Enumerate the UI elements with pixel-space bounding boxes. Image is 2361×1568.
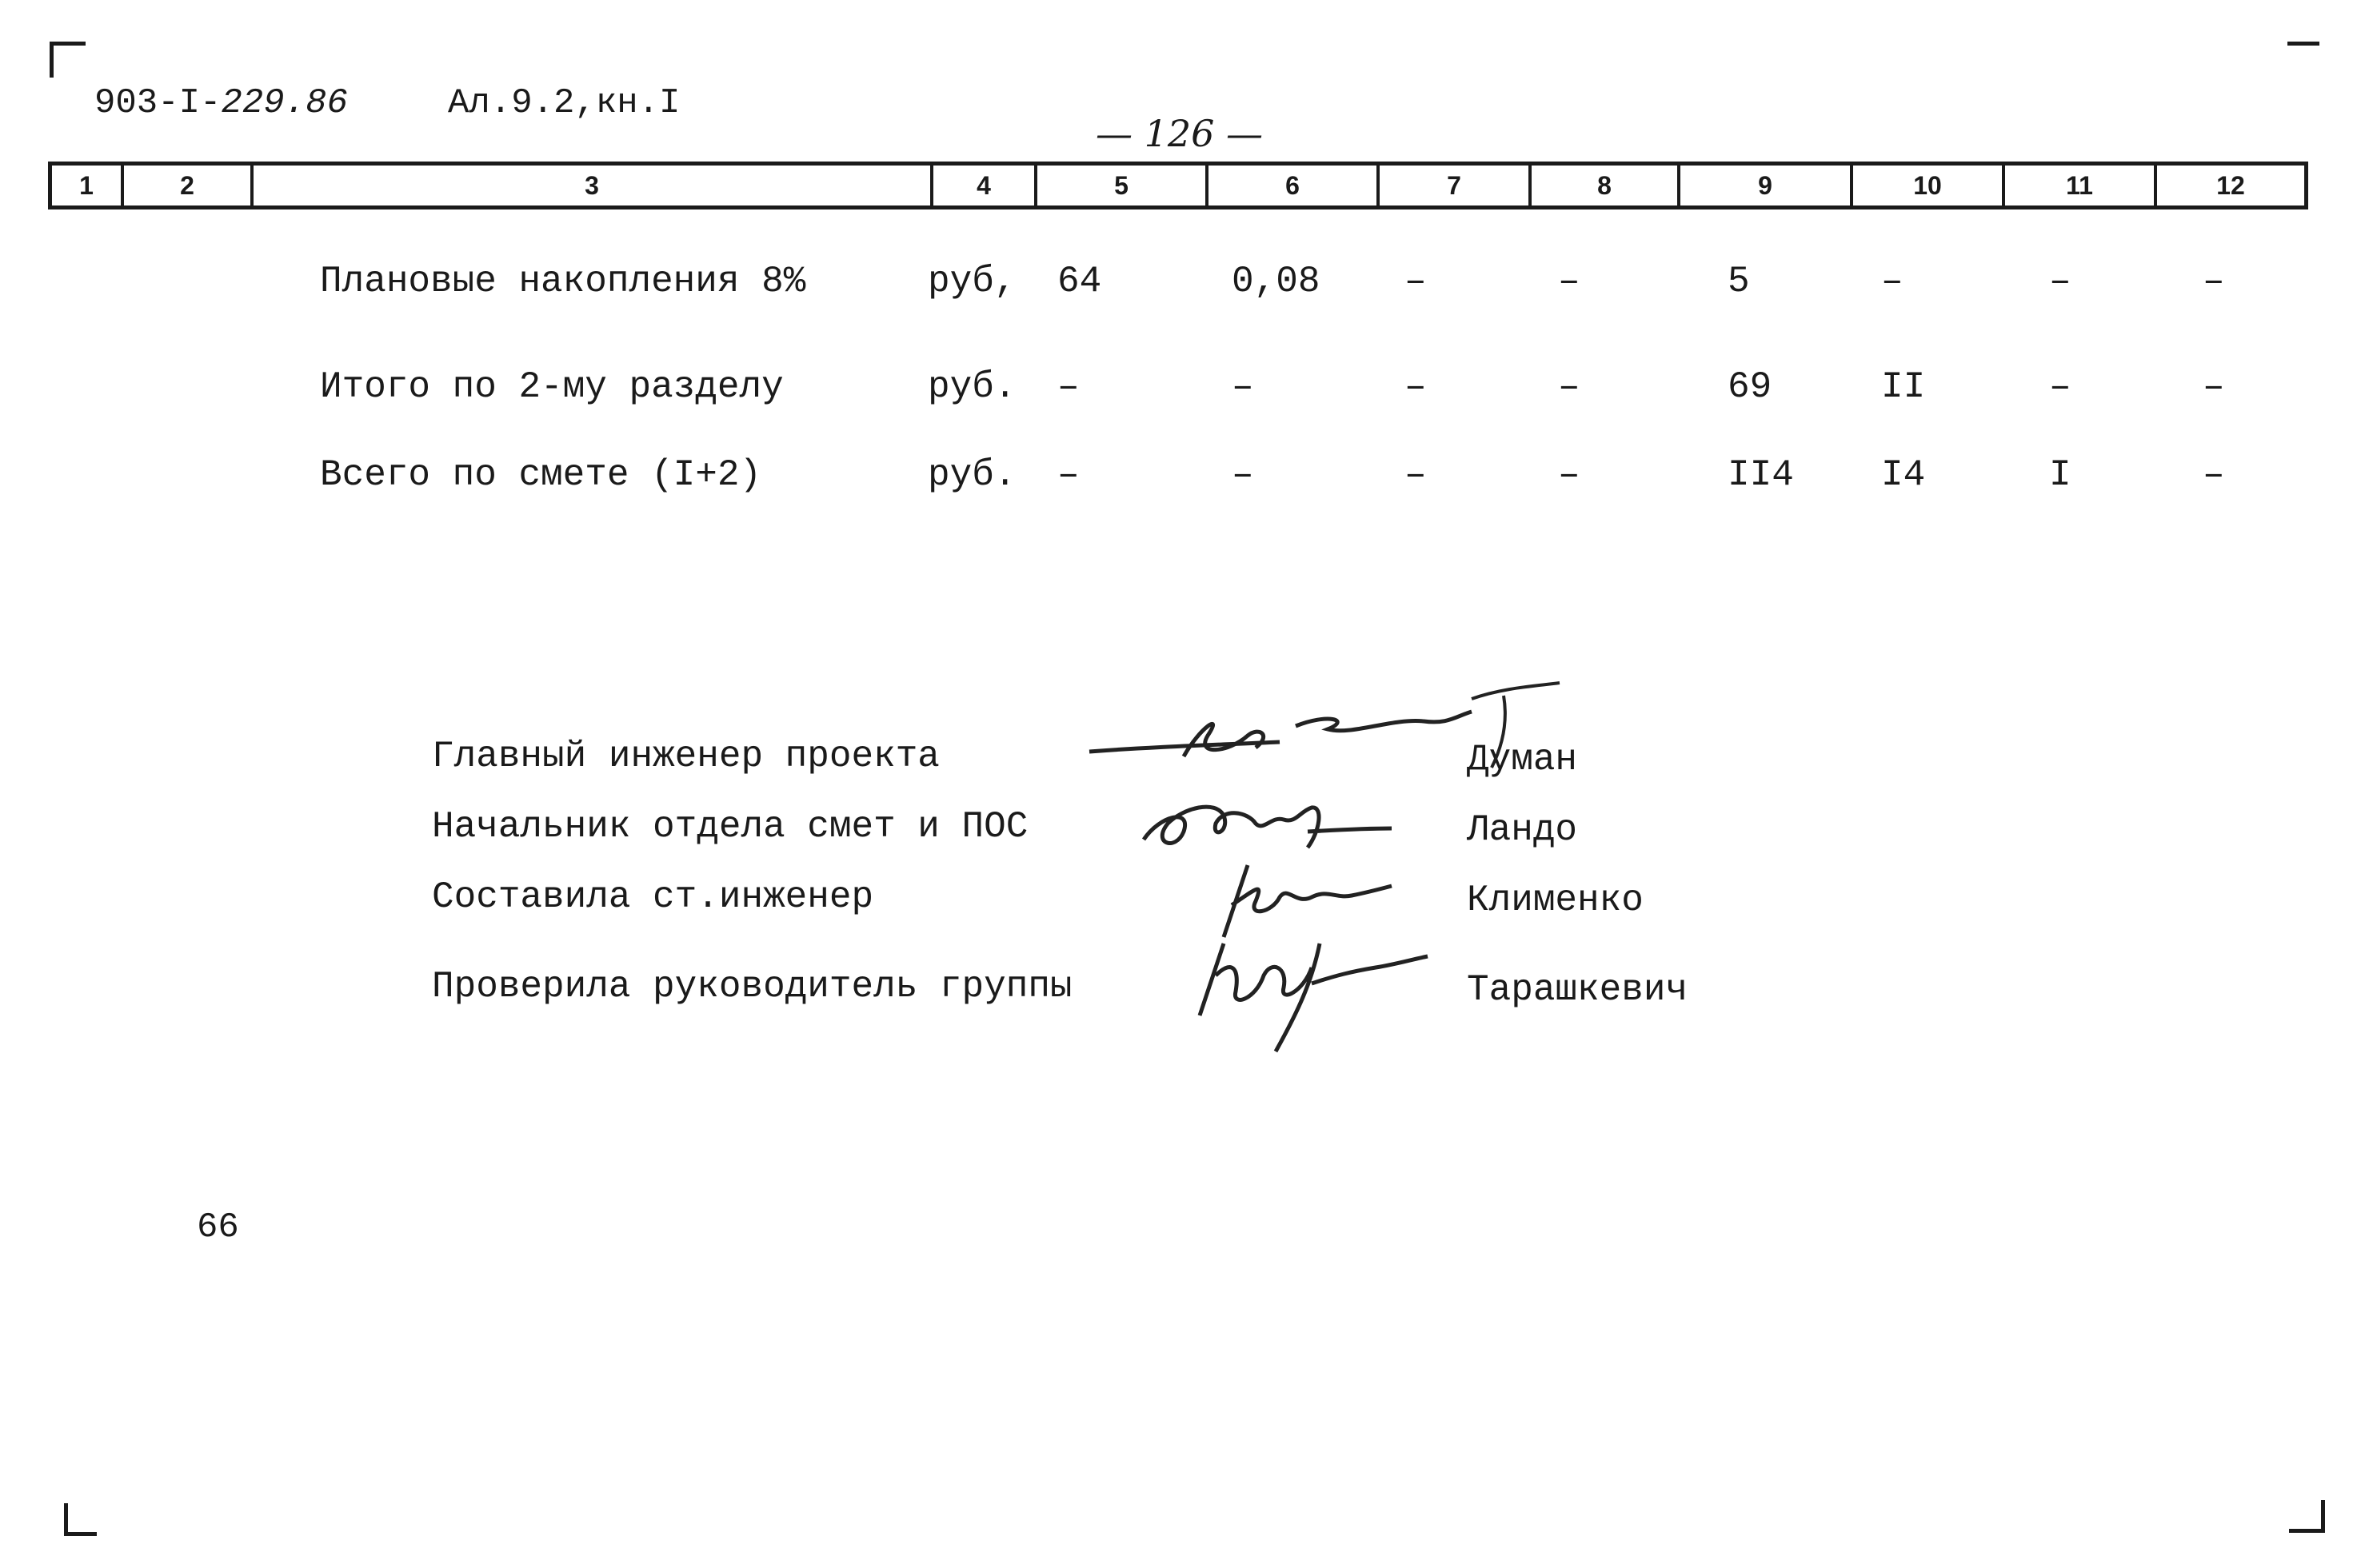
cell-col-6: – (1232, 454, 1254, 496)
row-unit: руб, (928, 261, 1017, 302)
cell-col-8: – (1558, 366, 1580, 408)
signature-name: Тарашкевич (1467, 969, 1688, 1011)
column-header-8: 8 (1528, 166, 1677, 205)
corner-mark-top-left (50, 42, 86, 78)
cell-col-9: 5 (1728, 261, 1750, 302)
cell-col-10: I4 (1881, 454, 1926, 496)
cell-col-9: 69 (1728, 366, 1772, 408)
cell-col-9: II4 (1728, 454, 1794, 496)
corner-mark-bottom-left (64, 1503, 97, 1536)
album-reference: Ал.9.2,кн.I (448, 83, 681, 123)
column-header-1: 1 (79, 170, 94, 200)
row-label: Итого по 2-му разделу (320, 366, 784, 408)
cell-col-6: 0,08 (1232, 261, 1320, 302)
column-header-5: 5 (1034, 166, 1205, 205)
document-code-prefix: 903-I- (94, 83, 222, 123)
column-header-10: 10 (1850, 166, 2002, 205)
column-header-11: 11 (2002, 166, 2154, 205)
cell-col-7: – (1404, 261, 1427, 302)
cell-col-5: – (1057, 454, 1080, 496)
cell-col-8: – (1558, 454, 1580, 496)
corner-mark-top-right (2287, 42, 2319, 70)
row-label: Всего по смете (I+2) (320, 454, 762, 496)
sheet-mark: 66 (197, 1207, 239, 1247)
signature-role: Начальник отдела смет и ПОС (432, 806, 1029, 848)
handwritten-signature-1 (1088, 680, 1568, 784)
cell-col-5: – (1057, 366, 1080, 408)
signature-role: Проверила руководитель группы (432, 966, 1073, 1007)
cell-col-12: – (2203, 454, 2225, 496)
column-header-12: 12 (2154, 166, 2304, 205)
cell-col-12: – (2203, 261, 2225, 302)
cell-col-7: – (1404, 454, 1427, 496)
page-number: — 126 — (1096, 112, 1264, 155)
column-header-2: 2 (121, 166, 250, 205)
document-code (94, 83, 348, 123)
handwritten-signature-4 (1192, 936, 1432, 1055)
column-number-bar (48, 162, 2308, 209)
signature-name: Ландо (1467, 809, 1578, 851)
cell-col-11: – (2049, 261, 2071, 302)
column-header-7: 7 (1376, 166, 1528, 205)
column-header-4: 4 (930, 166, 1034, 205)
cell-col-6: – (1232, 366, 1254, 408)
column-header-3: 3 (250, 166, 930, 205)
cell-col-11: – (2049, 366, 2071, 408)
document-code-suffix: 229.86 (221, 83, 348, 123)
cell-col-7: – (1404, 366, 1427, 408)
corner-mark-bottom-right (2289, 1500, 2325, 1533)
signature-role: Составила ст.инженер (432, 876, 874, 918)
handwritten-signature-2 (1136, 784, 1400, 864)
signature-role: Главный инженер проекта (432, 736, 940, 777)
column-header-9: 9 (1677, 166, 1850, 205)
row-unit: руб. (928, 366, 1017, 408)
cell-col-11: I (2049, 454, 2071, 496)
cell-col-5: 64 (1057, 261, 1102, 302)
handwritten-signature-3 (1200, 857, 1400, 945)
cell-col-10: – (1881, 261, 1904, 302)
signature-name: Думан (1467, 739, 1578, 780)
cell-col-10: II (1881, 366, 1926, 408)
signature-name: Клименко (1467, 880, 1644, 921)
column-header-6: 6 (1205, 166, 1376, 205)
row-unit: руб. (928, 454, 1017, 496)
row-label: Плановые накопления 8% (320, 261, 806, 302)
cell-col-8: – (1558, 261, 1580, 302)
cell-col-12: – (2203, 366, 2225, 408)
